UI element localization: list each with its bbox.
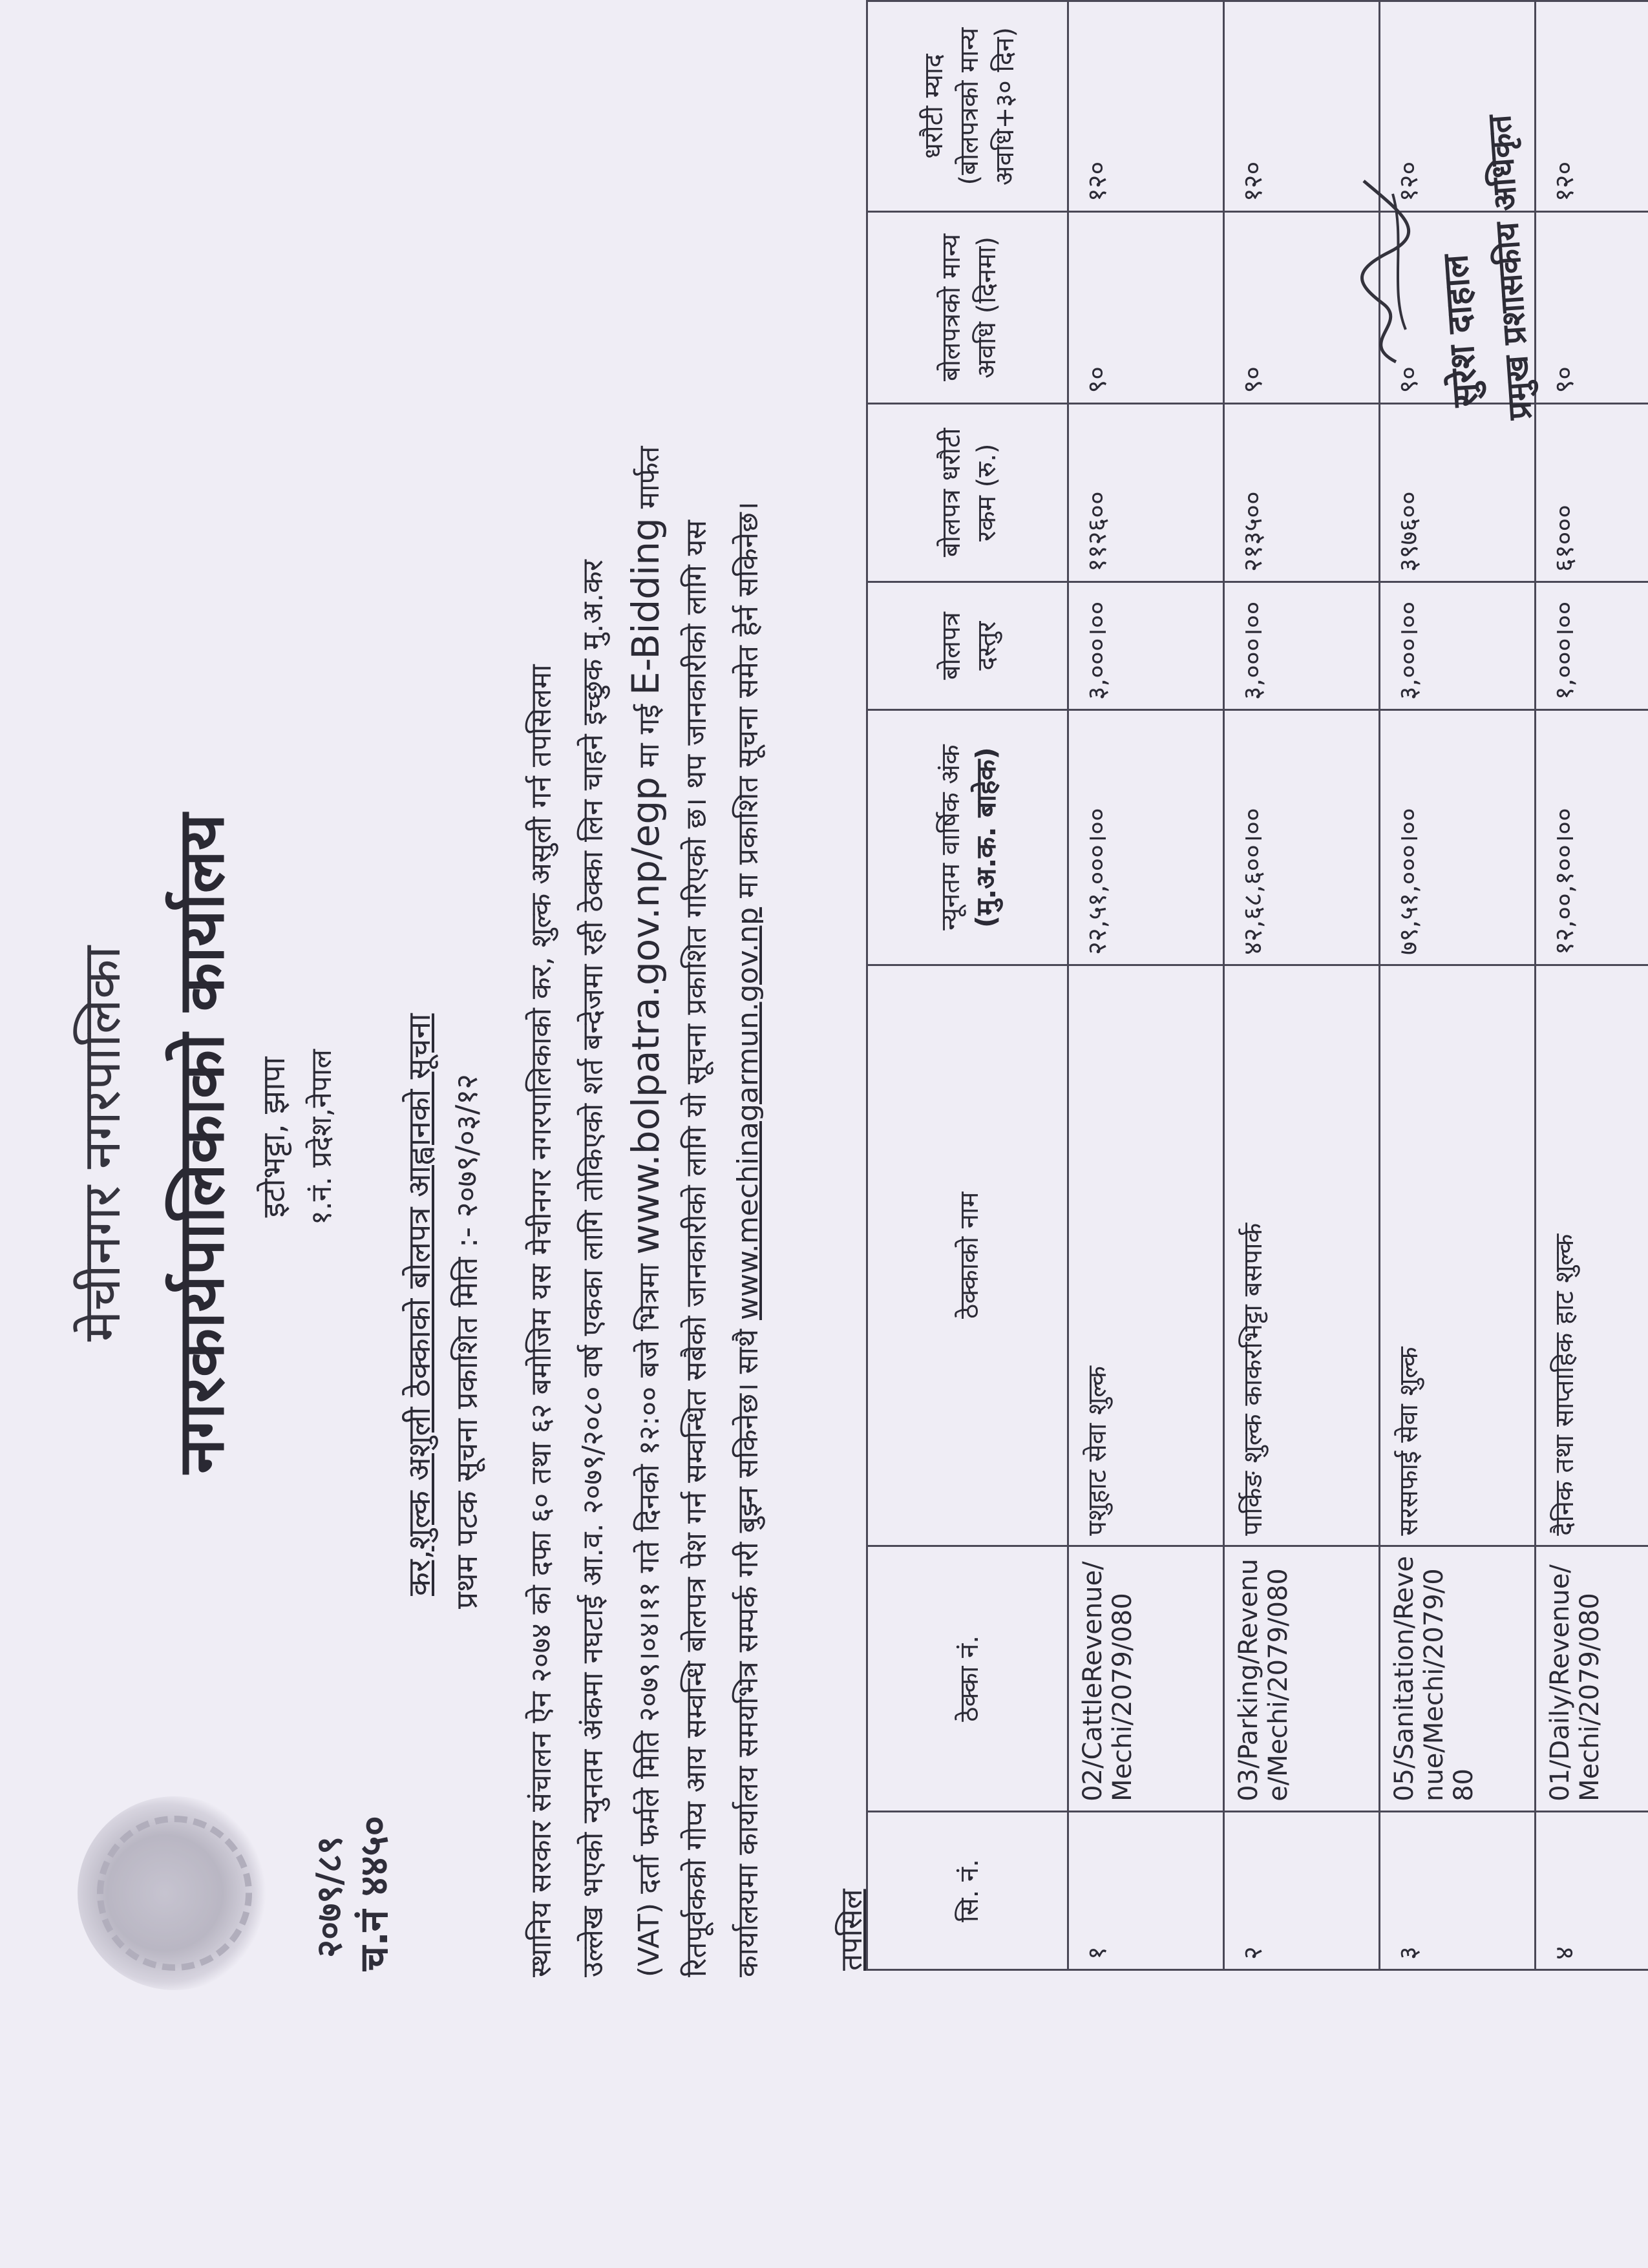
cell-bid-validity: ९० — [1224, 212, 1380, 403]
cell-contract-name: सरसफाई सेवा शुल्क — [1380, 965, 1536, 1546]
cell-security-validity: १२० — [1380, 1, 1536, 212]
header-min-amount-note: (मु.अ.क. बाहेक) — [970, 747, 1002, 928]
cell-contract-no: 01/Daily/Revenue/Mechi/2079/080 — [1536, 1546, 1648, 1811]
cell-contract-name: दैनिक तथा साप्ताहिक हाट शुल्क — [1536, 965, 1648, 1546]
cell-bid-security: ६१००० — [1536, 403, 1648, 582]
header-bid-security: बोलपत्र धरौटी रकम (रु.) — [867, 403, 1068, 582]
e-bidding-label: E-Bidding — [624, 518, 668, 695]
body-line-5-text-a: कार्यालयमा कार्यालय समयभित्र सम्पर्क गरी बुझ्न सकिनेछ। साथै — [732, 1329, 765, 1977]
cell-bid-security: २१३५०० — [1224, 403, 1380, 582]
header-bid-fee: बोलपत्र दस्तुर — [867, 582, 1068, 709]
body-line-4: रितपूर्वकको गोप्य आय सम्वन्धि बोलपत्र पेश गर्न सम्वन्धित सबैको जानकारीको लागि यो सूचना प्रकाशित गरिएको छ। थप जानकारीको लागि यस — [680, 520, 713, 1977]
body-line-3-text-c: मार्फत — [633, 446, 666, 509]
handwritten-signature — [1344, 174, 1415, 368]
cell-security-validity: १२० — [1068, 1, 1224, 212]
cell-contract-no: 03/Parking/Revenue/Mechi/2079/080 — [1224, 1546, 1380, 1811]
cell-bid-validity: ९० — [1068, 212, 1224, 403]
header-min-amount — [867, 710, 1068, 965]
notice-subtitle: प्रथम पटक सूचना प्रकाशित मिति :- २०७९/०३/१२ — [449, 1073, 484, 1609]
cell-contract-no: 02/CattleRevenue/Mechi/2079/080 — [1068, 1546, 1224, 1811]
cell-min-amount: ७९,५१,०००।०० — [1380, 710, 1536, 965]
cell-sn: ४ — [1536, 1811, 1648, 1969]
cell-contract-name: पशुहाट सेवा शुल्क — [1068, 965, 1224, 1546]
cell-sn: ३ — [1380, 1811, 1536, 1969]
cell-contract-no: 05/Sanitation/Revenue/Mechi/2079/080 — [1380, 1546, 1536, 1811]
cell-bid-validity: ९० — [1380, 212, 1536, 403]
table-caption: तपसिल — [834, 1889, 869, 1971]
body-line-5-text-b: मा प्रकाशित सूचना समेत हेर्न सकिनेछ। — [732, 501, 765, 898]
table-header-row — [867, 1, 1068, 1970]
government-emblem — [78, 1796, 271, 1990]
office-name: नगरकार्यपालिकाको कार्यालय — [165, 814, 238, 1474]
body-line-5 — [727, 501, 766, 1977]
header-bid-validity: बोलपत्रको मान्य अवधि (दिनमा) — [867, 212, 1068, 403]
header-sn: सि. नं. — [867, 1811, 1068, 1969]
cell-security-validity: १२० — [1224, 1, 1380, 212]
cell-min-amount: ४२,६८,६००।०० — [1224, 710, 1380, 965]
cell-bid-fee: ३,०००।०० — [1380, 582, 1536, 709]
header-security-validity: धरौटी म्याद (बोलपत्रको मान्य अवधि+३० दिन) — [867, 1, 1068, 212]
table-row — [1536, 1, 1648, 1970]
patra-sankhya: २०७९/८९ — [309, 1836, 350, 1958]
cell-bid-validity: ९० — [1536, 212, 1648, 403]
header-min-amount-label: न्यूनतम वार्षिक अंक — [936, 744, 966, 930]
body-line-3-text-b: मा गई — [633, 704, 666, 768]
body-line-3-text-a: (VAT) दर्ता फर्मले मिति २०७९।०४।११ गते दिनको १२:०० बजे भित्रमा — [633, 1263, 666, 1977]
bolpatra-url[interactable]: www.bolpatra.gov.np/egp — [624, 777, 668, 1255]
body-line-2: उल्लेख भएको न्युनतम अंकमा नघटाई आ.व. २०७९/२०८० वर्ष एकका लागि तोकिएको शर्त बन्देजमा रही ठेक्का लिन चाहने इच्छुक मु.अ.कर — [576, 560, 609, 1977]
header-contract-no: ठेक्का नं. — [867, 1546, 1068, 1811]
address-line-2: १.नं. प्रदेश,नेपाल — [305, 1049, 338, 1226]
signatory-name: सुरेश दाहाल — [1434, 253, 1486, 408]
municipality-url[interactable]: www.mechinagarmun.gov.np — [732, 907, 765, 1321]
body-line-1: स्थानिय सरकार संचालन ऐन २०७४ को दफा ६० तथा ६२ बमोजिम यस मेचीनगर नगरपालिकाको कर, शुल्क असुली गर्न तपसिलमा — [525, 664, 558, 1977]
cell-sn: २ — [1224, 1811, 1380, 1969]
table-row — [1068, 1, 1224, 1970]
address-line-1: इटोभट्टा, झापा — [256, 1056, 292, 1218]
signatory-title: प्रमुख प्रशासकीय अधिकृत — [1480, 113, 1539, 421]
cell-bid-fee: १,०००।०० — [1536, 582, 1648, 709]
cell-bid-fee: ३,०००।०० — [1224, 582, 1380, 709]
cell-min-amount: १२,००,१००।०० — [1536, 710, 1648, 965]
cell-security-validity: १२० — [1536, 1, 1648, 212]
cell-sn: १ — [1068, 1811, 1224, 1969]
cell-bid-fee: ३,०००।०० — [1068, 582, 1224, 709]
municipality-name: मेचीनगर नगरपालिका — [72, 945, 132, 1342]
notice-title: कर,शुल्क अशुली ठेक्काको बोलपत्र आह्वानको सूचना — [401, 1013, 438, 1596]
chalani-number: च.नं ४४५० — [352, 1816, 397, 1971]
cell-min-amount: २२,५१,०००।०० — [1068, 710, 1224, 965]
body-line-3 — [624, 446, 668, 1977]
cell-contract-name: पार्किङ शुल्क काकरभिट्टा बसपार्क — [1224, 965, 1380, 1546]
header-contract-name: ठेक्काको नाम — [867, 965, 1068, 1546]
cell-bid-security: ११२६०० — [1068, 403, 1224, 582]
cell-bid-security: ३९७६०० — [1380, 403, 1536, 582]
